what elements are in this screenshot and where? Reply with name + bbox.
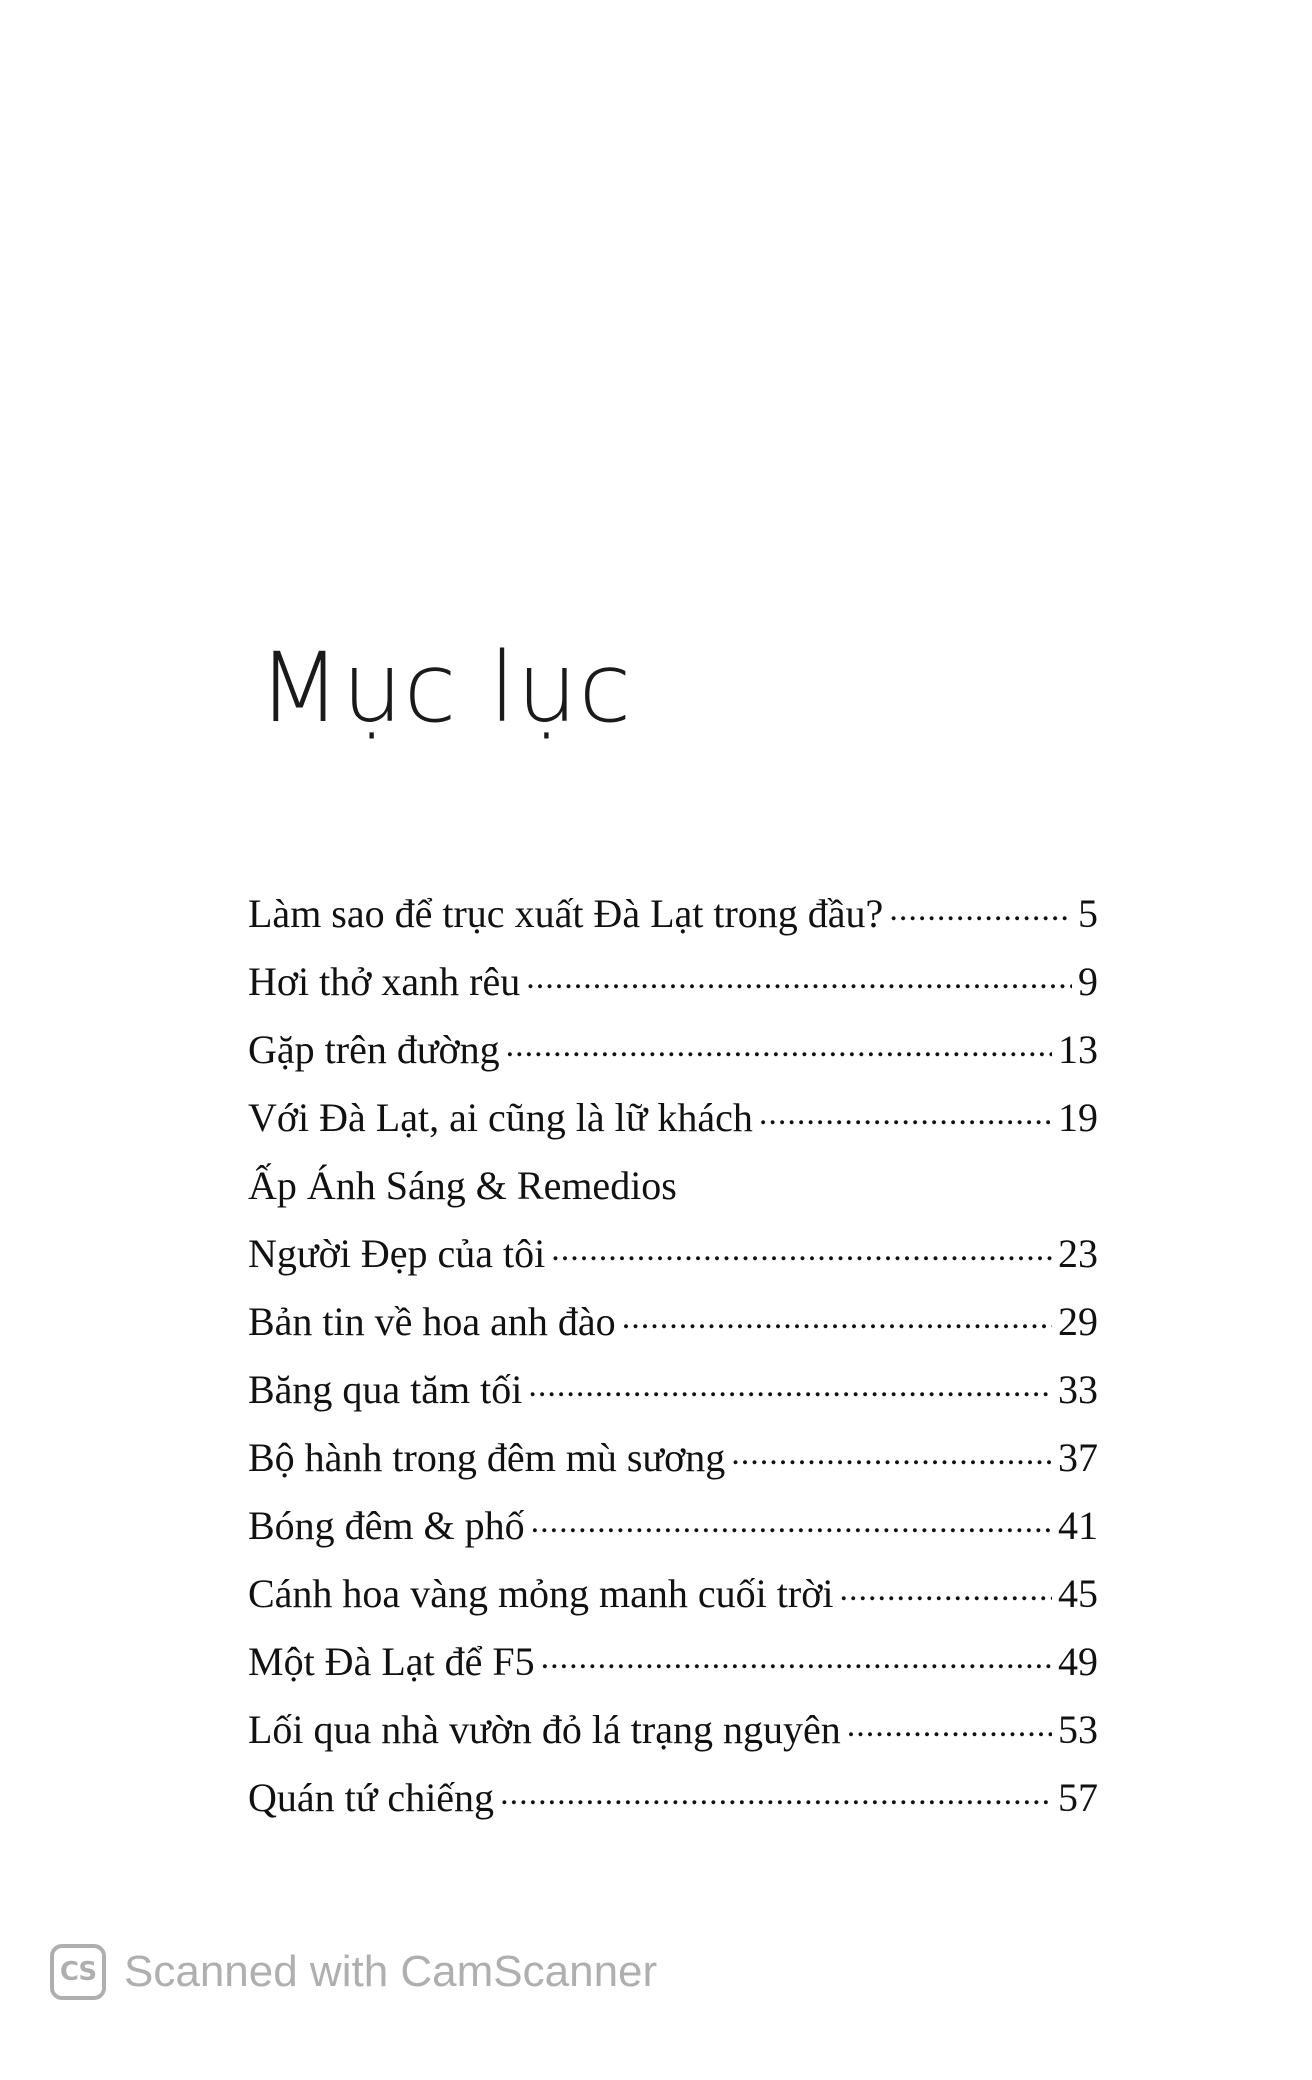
toc-entry-title: Bóng đêm & phố [248,1503,525,1548]
toc-entry-page: 53 [1058,1707,1098,1752]
dot-leader [847,1703,1052,1743]
toc-entry-title: Người Đẹp của tôi [248,1231,546,1276]
toc-entry [248,1084,1098,1152]
toc-entry [248,1288,1098,1356]
table-of-contents [248,880,1098,1832]
toc-entry [248,1696,1098,1764]
dot-leader [759,1091,1052,1131]
toc-entry-page: 45 [1058,1571,1098,1616]
dot-leader [731,1431,1052,1471]
watermark-text: Scanned with CamScanner [124,1947,658,1996]
toc-entry-title-line1: Ấp Ánh Sáng & Remedios [248,1163,677,1208]
toc-entry-title: Bộ hành trong đêm mù sương [248,1435,726,1480]
toc-entry-page: 37 [1058,1435,1098,1480]
dot-leader [531,1499,1052,1539]
dot-leader [528,1363,1052,1403]
toc-entry-title: Lối qua nhà vườn đỏ lá trạng nguyên [248,1707,841,1752]
toc-entry-page: 49 [1058,1639,1098,1684]
dot-leader [500,1771,1052,1811]
toc-entry-page: 57 [1058,1775,1098,1820]
toc-entry-page: 19 [1058,1095,1098,1140]
toc-entry-title: Gặp trên đường [248,1027,500,1072]
toc-entry-page: 33 [1058,1367,1098,1412]
toc-entry-page: 41 [1058,1503,1098,1548]
toc-entry-page: 5 [1078,891,1098,936]
toc-entry-page: 29 [1058,1299,1098,1344]
toc-entry [248,1152,1098,1288]
toc-entry-title: Làm sao để trục xuất Đà Lạt trong đầu? [248,891,884,936]
toc-entry-title: Một Đà Lạt để F5 [248,1639,535,1684]
toc-entry-title: Quán tứ chiếng [248,1775,495,1820]
toc-entry [248,1016,1098,1084]
toc-entry-page: 9 [1078,959,1098,1004]
page-title: Mục lục [258,632,633,744]
toc-entry-title: Băng qua tăm tối [248,1367,523,1412]
toc-entry [248,880,1098,948]
camscanner-watermark [50,1944,657,2000]
dot-leader [551,1227,1052,1267]
toc-entry-page: 23 [1058,1231,1098,1276]
toc-entry-page: 13 [1058,1027,1098,1072]
toc-entry [248,1492,1098,1560]
toc-entry [248,1628,1098,1696]
dot-leader [622,1295,1052,1335]
toc-entry-line2 [248,1220,1098,1288]
camscanner-logo-icon: CS [50,1944,106,2000]
toc-entry [248,948,1098,1016]
dot-leader [506,1023,1052,1063]
toc-entry [248,1560,1098,1628]
toc-entry-title: Cánh hoa vàng mỏng manh cuối trời [248,1571,834,1616]
toc-entry-title: Với Đà Lạt, ai cũng là lữ khách [248,1095,753,1140]
toc-entry-title: Hơi thở xanh rêu [248,959,521,1004]
dot-leader [840,1567,1053,1607]
toc-entry [248,1356,1098,1424]
dot-leader [889,887,1072,927]
toc-entry [248,1764,1098,1832]
toc-entry-title: Bản tin về hoa anh đào [248,1299,616,1344]
toc-entry [248,1424,1098,1492]
dot-leader [526,955,1072,995]
dot-leader [541,1635,1052,1675]
